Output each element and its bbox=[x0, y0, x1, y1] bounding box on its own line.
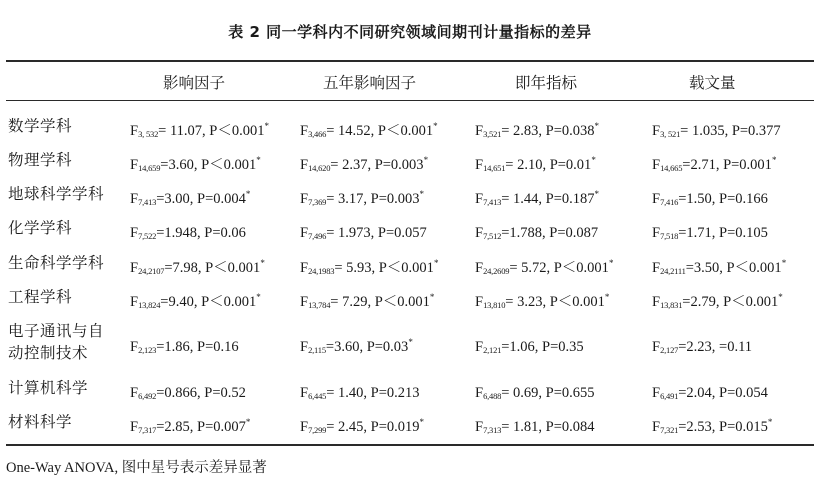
degrees-of-freedom: 6,488 bbox=[483, 391, 502, 401]
f-statistic-symbol: F bbox=[652, 294, 661, 310]
row-label-line: 工程学科 bbox=[8, 288, 73, 306]
significance-star: * bbox=[433, 258, 439, 268]
cell-value: = 3.17, P=0.003 bbox=[326, 191, 420, 207]
table-cell bbox=[300, 115, 438, 145]
significance-star: * bbox=[608, 258, 614, 268]
cell-value: = 2.10, P=0.01 bbox=[505, 157, 592, 173]
cell-value: = 1.973, P=0.057 bbox=[326, 225, 427, 241]
f-statistic-symbol: F bbox=[300, 339, 309, 355]
row-label-line: 材料科学 bbox=[8, 413, 73, 431]
degrees-of-freedom: 6,445 bbox=[308, 391, 327, 401]
cell-value: =3.60, P=0.03 bbox=[325, 339, 409, 355]
table-cell bbox=[130, 217, 246, 247]
table-cell bbox=[130, 115, 269, 145]
f-statistic-symbol: F bbox=[300, 260, 309, 276]
cell-value: =1.948, P=0.06 bbox=[156, 225, 246, 241]
table-cell bbox=[652, 377, 768, 407]
cell-value: =0.866, P=0.52 bbox=[156, 385, 246, 401]
cell-value: = 14.52, P＜0.001 bbox=[326, 123, 434, 139]
header-rule bbox=[6, 100, 814, 101]
degrees-of-freedom: 7,512 bbox=[483, 231, 502, 241]
f-statistic-symbol: F bbox=[130, 294, 139, 310]
f-statistic-symbol: F bbox=[475, 294, 484, 310]
row-label bbox=[8, 320, 104, 364]
cell-value: = 3.23, P＜0.001 bbox=[505, 294, 605, 310]
table-cell bbox=[475, 183, 599, 213]
degrees-of-freedom: 7,413 bbox=[138, 197, 157, 207]
degrees-of-freedom: 3, 521 bbox=[660, 129, 681, 139]
f-statistic-symbol: F bbox=[652, 123, 661, 139]
cell-value: =2.85, P=0.007 bbox=[156, 419, 246, 435]
significance-star: * bbox=[419, 417, 425, 427]
cell-value: = 2.83, P=0.038 bbox=[501, 123, 595, 139]
degrees-of-freedom: 7,518 bbox=[660, 231, 679, 241]
table-cell bbox=[652, 217, 768, 247]
significance-star: * bbox=[594, 189, 600, 199]
f-statistic-symbol: F bbox=[300, 123, 309, 139]
table-cell bbox=[475, 331, 584, 361]
cell-value: = 1.035, P=0.377 bbox=[680, 123, 781, 139]
f-statistic-symbol: F bbox=[130, 260, 139, 276]
degrees-of-freedom: 14,651 bbox=[483, 163, 506, 173]
f-statistic-symbol: F bbox=[475, 225, 484, 241]
top-rule bbox=[6, 60, 814, 62]
table-title: 表 2 同一学科内不同研究领域间期刊计量指标的差异 bbox=[228, 23, 592, 41]
cell-value: =1.50, P=0.166 bbox=[678, 191, 768, 207]
significance-star: * bbox=[771, 155, 777, 165]
table-footnote: One-Way ANOVA, 图中星号表示差异显著 bbox=[6, 460, 267, 476]
column-header-article-count: 载文量 bbox=[689, 74, 736, 92]
table-cell bbox=[652, 331, 752, 361]
f-statistic-symbol: F bbox=[130, 191, 139, 207]
degrees-of-freedom: 7,496 bbox=[308, 231, 327, 241]
table-cell bbox=[475, 411, 595, 441]
degrees-of-freedom: 3,521 bbox=[483, 129, 502, 139]
degrees-of-freedom: 7,416 bbox=[660, 197, 679, 207]
significance-star: * bbox=[256, 292, 261, 302]
row-label bbox=[8, 115, 72, 137]
degrees-of-freedom: 14,659 bbox=[138, 163, 161, 173]
cell-value: = 1.44, P=0.187 bbox=[501, 191, 595, 207]
cell-value: = 2.37, P=0.003 bbox=[330, 157, 424, 173]
column-header-impact-factor: 影响因子 bbox=[163, 74, 226, 92]
table-cell bbox=[130, 286, 261, 316]
significance-star: * bbox=[778, 292, 783, 302]
significance-star: * bbox=[767, 417, 773, 427]
cell-value: = 1.81, P=0.084 bbox=[501, 419, 595, 435]
table-cell bbox=[475, 149, 596, 179]
degrees-of-freedom: 6,492 bbox=[138, 391, 157, 401]
f-statistic-symbol: F bbox=[652, 385, 661, 401]
table-cell bbox=[652, 149, 776, 179]
row-label bbox=[8, 183, 104, 205]
f-statistic-symbol: F bbox=[300, 419, 309, 435]
table-cell bbox=[475, 377, 595, 407]
f-statistic-symbol: F bbox=[130, 385, 139, 401]
row-label-line: 动控制技术 bbox=[8, 344, 89, 362]
significance-star: * bbox=[260, 258, 265, 268]
cell-value: =1.71, P=0.105 bbox=[678, 225, 768, 241]
f-statistic-symbol: F bbox=[652, 260, 661, 276]
cell-value: =3.50, P＜0.001 bbox=[685, 260, 782, 276]
table-cell bbox=[130, 183, 250, 213]
degrees-of-freedom: 13,824 bbox=[138, 300, 161, 310]
degrees-of-freedom: 14,665 bbox=[660, 163, 683, 173]
significance-star: * bbox=[419, 189, 425, 199]
row-label bbox=[8, 252, 104, 274]
cell-value: =7.98, P＜0.001 bbox=[164, 260, 261, 276]
degrees-of-freedom: 7,369 bbox=[308, 197, 327, 207]
degrees-of-freedom: 24,1983 bbox=[308, 266, 335, 276]
degrees-of-freedom: 7,299 bbox=[308, 425, 327, 435]
significance-star: * bbox=[433, 121, 438, 131]
f-statistic-symbol: F bbox=[130, 339, 139, 355]
table-cell bbox=[475, 217, 598, 247]
degrees-of-freedom: 7,321 bbox=[660, 425, 679, 435]
degrees-of-freedom: 3, 532 bbox=[138, 129, 159, 139]
cell-value: =2.79, P＜0.001 bbox=[682, 294, 779, 310]
cell-value: =1.788, P=0.087 bbox=[501, 225, 599, 241]
degrees-of-freedom: 2,127 bbox=[660, 345, 679, 355]
row-label-line: 计算机科学 bbox=[8, 379, 89, 397]
f-statistic-symbol: F bbox=[475, 157, 484, 173]
degrees-of-freedom: 7,413 bbox=[483, 197, 502, 207]
cell-value: =2.23, =0.11 bbox=[678, 339, 753, 355]
significance-star: * bbox=[591, 155, 596, 165]
significance-star: * bbox=[256, 155, 261, 165]
row-label bbox=[8, 217, 72, 239]
f-statistic-symbol: F bbox=[475, 260, 484, 276]
cell-value: =3.60, P＜0.001 bbox=[160, 157, 257, 173]
cell-value: = 2.45, P=0.019 bbox=[326, 419, 420, 435]
table-cell bbox=[300, 183, 424, 213]
table-cell bbox=[130, 252, 265, 282]
table-cell bbox=[475, 286, 609, 316]
cell-value: = 0.69, P=0.655 bbox=[501, 385, 595, 401]
f-statistic-symbol: F bbox=[652, 191, 661, 207]
cell-value: =2.71, P=0.001 bbox=[682, 157, 772, 173]
degrees-of-freedom: 6,491 bbox=[660, 391, 679, 401]
row-label-line: 地球科学学科 bbox=[8, 185, 105, 203]
table-cell bbox=[130, 149, 261, 179]
row-label bbox=[8, 411, 72, 433]
bottom-rule bbox=[6, 444, 814, 446]
cell-value: =1.06, P=0.35 bbox=[501, 339, 584, 355]
degrees-of-freedom: 3,466 bbox=[308, 129, 327, 139]
row-label-line: 数学学科 bbox=[8, 117, 73, 135]
f-statistic-symbol: F bbox=[475, 419, 484, 435]
cell-value: = 11.07, P＜0.001 bbox=[158, 123, 265, 139]
row-label-line: 物理学科 bbox=[8, 151, 73, 169]
degrees-of-freedom: 7,317 bbox=[138, 425, 157, 435]
significance-star: * bbox=[429, 292, 435, 302]
cell-value: =1.86, P=0.16 bbox=[156, 339, 239, 355]
f-statistic-symbol: F bbox=[300, 294, 309, 310]
table-cell bbox=[475, 115, 599, 145]
degrees-of-freedom: 2,121 bbox=[483, 345, 502, 355]
row-label bbox=[8, 149, 72, 171]
table-cell bbox=[300, 377, 420, 407]
cell-value: = 5.93, P＜0.001 bbox=[334, 260, 434, 276]
significance-star: * bbox=[264, 121, 269, 131]
table-cell bbox=[652, 115, 781, 145]
f-statistic-symbol: F bbox=[300, 225, 309, 241]
significance-star: * bbox=[594, 121, 600, 131]
degrees-of-freedom: 24,2107 bbox=[138, 266, 165, 276]
significance-star: * bbox=[604, 292, 610, 302]
row-label bbox=[8, 286, 72, 308]
degrees-of-freedom: 7,313 bbox=[483, 425, 502, 435]
cell-value: = 5.72, P＜0.001 bbox=[509, 260, 609, 276]
cell-value: =3.00, P=0.004 bbox=[156, 191, 246, 207]
significance-star: * bbox=[781, 258, 787, 268]
f-statistic-symbol: F bbox=[652, 419, 661, 435]
f-statistic-symbol: F bbox=[300, 157, 309, 173]
degrees-of-freedom: 13,784 bbox=[308, 300, 331, 310]
row-label-line: 电子通讯与自 bbox=[8, 322, 105, 340]
f-statistic-symbol: F bbox=[652, 339, 661, 355]
table-cell bbox=[300, 286, 434, 316]
table-cell bbox=[475, 252, 613, 282]
column-header-immediacy-index: 即年指标 bbox=[515, 74, 578, 92]
table-cell bbox=[130, 331, 239, 361]
table-cell bbox=[300, 331, 413, 361]
table-cell bbox=[300, 149, 428, 179]
f-statistic-symbol: F bbox=[130, 157, 139, 173]
table-cell bbox=[652, 411, 772, 441]
f-statistic-symbol: F bbox=[475, 123, 484, 139]
row-label bbox=[8, 377, 88, 399]
table-cell bbox=[130, 377, 246, 407]
significance-star: * bbox=[423, 155, 429, 165]
f-statistic-symbol: F bbox=[130, 419, 139, 435]
degrees-of-freedom: 24,2609 bbox=[483, 266, 510, 276]
cell-value: =2.53, P=0.015 bbox=[678, 419, 768, 435]
significance-star: * bbox=[408, 337, 413, 347]
f-statistic-symbol: F bbox=[475, 191, 484, 207]
table-cell bbox=[652, 286, 783, 316]
cell-value: = 1.40, P=0.213 bbox=[326, 385, 420, 401]
row-label-line: 化学学科 bbox=[8, 219, 73, 237]
significance-star: * bbox=[245, 189, 251, 199]
f-statistic-symbol: F bbox=[300, 385, 309, 401]
degrees-of-freedom: 24,2111 bbox=[660, 266, 686, 276]
cell-value: =9.40, P＜0.001 bbox=[160, 294, 257, 310]
table-cell bbox=[130, 411, 250, 441]
cell-value: =2.04, P=0.054 bbox=[678, 385, 768, 401]
degrees-of-freedom: 13,810 bbox=[483, 300, 506, 310]
table-cell bbox=[300, 252, 438, 282]
cell-value: = 7.29, P＜0.001 bbox=[330, 294, 430, 310]
f-statistic-symbol: F bbox=[130, 225, 139, 241]
f-statistic-symbol: F bbox=[475, 385, 484, 401]
degrees-of-freedom: 2,123 bbox=[138, 345, 157, 355]
row-label-line: 生命科学学科 bbox=[8, 254, 105, 272]
table-cell bbox=[300, 411, 424, 441]
table-cell bbox=[300, 217, 427, 247]
f-statistic-symbol: F bbox=[475, 339, 484, 355]
f-statistic-symbol: F bbox=[652, 225, 661, 241]
table-cell bbox=[652, 252, 786, 282]
degrees-of-freedom: 14,620 bbox=[308, 163, 331, 173]
significance-star: * bbox=[245, 417, 251, 427]
f-statistic-symbol: F bbox=[130, 123, 139, 139]
degrees-of-freedom: 13,831 bbox=[660, 300, 683, 310]
table-cell bbox=[652, 183, 768, 213]
f-statistic-symbol: F bbox=[652, 157, 661, 173]
column-header-five-year-impact-factor: 五年影响因子 bbox=[323, 74, 417, 92]
degrees-of-freedom: 2,115 bbox=[308, 345, 326, 355]
f-statistic-symbol: F bbox=[300, 191, 309, 207]
degrees-of-freedom: 7,522 bbox=[138, 231, 157, 241]
